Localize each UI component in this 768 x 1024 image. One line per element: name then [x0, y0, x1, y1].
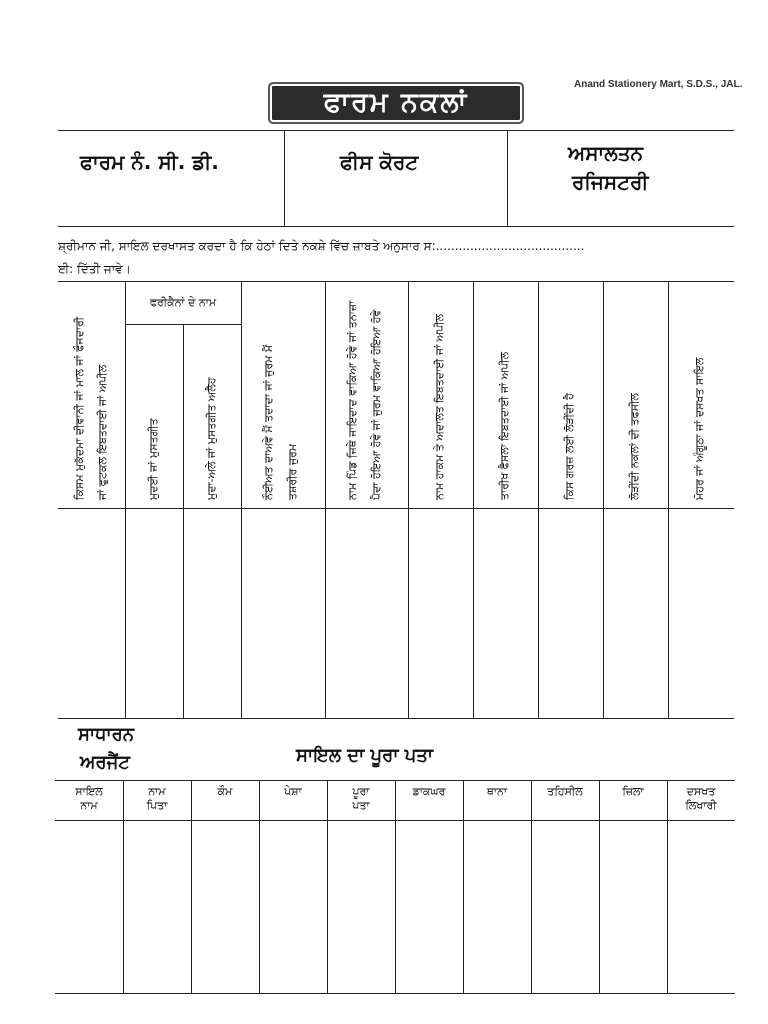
divider: [507, 130, 508, 226]
request-line-1: ਸ਼੍ਰੀਮਾਨ ਜੀ, ਸਾਇਲ ਦਰਖਾਸਤ ਕਰਦਾ ਹੈ ਕਿ ਹੇਠਾਂ ਦਿਤੇ ਨਕਸ਼ੇ ਵਿੱਚ ਜ਼ਾਬਤੇ ਅਨੁਸਾਰ ਸ:.......................................: [58, 239, 585, 253]
claim-nature-header-2: ਤਸ਼ਰੀਰ ਜੁਰਮ: [286, 443, 299, 500]
col-divider: [125, 281, 126, 718]
col-divider: [241, 281, 242, 718]
col-divider: [325, 281, 326, 718]
decision-date-header: ਤਾਰੀਖ ਫੈਸਲਾ ਇਬਤਦਾਈ ਜਾਂ ਅਪੀਲ: [498, 351, 511, 500]
rule: [58, 130, 734, 131]
urgent-label: ਅਰਜੈਂਟ: [80, 752, 130, 773]
defendant-header: ਮੁਦਾ-ਅਲੇ ਜਾਂ ਮੁਸਤਗੀਤ ਅਲੈਹ: [205, 377, 218, 500]
seal-signature-header: ਮੋਹਰ ਜਾਂ ਅੰਗੂਠਾ ਜਾਂ ਦਸਖਤ ਸਾਇਲ: [693, 357, 706, 500]
case-type-header-2: ਜਾਂ ਫੁਟਕਲ ਇਬਤਦਾਈ ਜਾਂ ਅਪੀਲ: [96, 364, 109, 500]
parties-names-header: ਫਰੀਕੈਨਾਂ ਦੇ ਨਾਮ: [149, 296, 217, 309]
col-divider: [395, 780, 396, 993]
court-name-header: ਨਾਮ ਹਾਕਮ ਤੇ ਅਦਾਲਤ ਇਬਤਦਾਈ ਜਾਂ ਅਪੀਲ: [433, 314, 446, 500]
father-name-header: ਨਾਮ ਪਿਤਾ: [146, 785, 168, 812]
caste-header: ਕੌਮ: [217, 785, 233, 798]
divider: [284, 130, 285, 226]
writer-signature-header: ਦਸਖਤ ਲਿਖਾਰੀ: [685, 785, 717, 812]
col-divider: [191, 780, 192, 993]
col-divider: [183, 324, 184, 718]
col-divider: [408, 281, 409, 718]
address-title: ਸਾਇਲ ਦਾ ਪੂਰਾ ਪਤਾ: [296, 745, 434, 766]
copies-detail-header: ਲੋੜੀਂਦੀ ਨਕਲਾਂ ਦੀ ਤਫਸੀਲ: [628, 393, 641, 500]
col-divider: [603, 281, 604, 718]
police-station-header: ਥਾਨਾ: [486, 785, 508, 798]
form-number-label: ਫਾਰਮ ਨੰ. ਸੀ. ਡੀ.: [80, 150, 219, 174]
col-divider: [531, 780, 532, 993]
registered-post-label: ਰਜਿਸਟਰੀ: [572, 170, 649, 194]
request-line-2: ਈ: ਦਿੱਤੀ ਜਾਵੇ।: [58, 262, 131, 276]
district-header: ਜ਼ਿਲਾ: [622, 785, 644, 798]
rule: [58, 226, 734, 227]
personal-delivery-label: ਅਸਾਲਤਨ: [568, 141, 644, 165]
court-fee-label: ਫੀਸ ਕੋਰਟ: [340, 150, 419, 174]
purpose-header: ਕਿਸ ਗਰਜ਼ ਲਈ ਲੋੜੀਂਦੀ ਹੈ: [563, 393, 576, 500]
table-top-rule: [58, 281, 734, 282]
header-bottom-rule: [58, 508, 734, 509]
village-header-2: ਪੈਦਾ ਹੋਇਆ ਹੋਵੇ ਜਾਂ ਜੁਰਮ ਵਾਕਿਆ ਹੋਇਆ ਹੋਵੇ: [370, 309, 383, 500]
col-divider: [473, 281, 474, 718]
village-header-1: ਨਾਮ ਪਿੰਡ ਜਿਥੇ ਜਾਇਦਾਦ ਵਾਕਿਆ ਹੋਵੇ ਜਾਂ ਤਨਾਜ਼ਾ: [346, 300, 359, 500]
col-divider: [538, 281, 539, 718]
col-divider: [463, 780, 464, 993]
form-title: ਫਾਰਮ ਨਕਲਾਂ: [268, 82, 524, 124]
address-table-bottom: [55, 993, 735, 994]
col-divider: [668, 281, 669, 718]
publisher-name: Anand Stationery Mart, S.D.S., JAL.: [574, 79, 743, 90]
ordinary-label: ਸਾਧਾਰਨ: [78, 724, 135, 745]
case-type-header-1: ਕਿਸਮ ਮੁਕੱਦਮਾ ਦੀਵਾਨੀ ਜਾਂ ਮਾਲ ਜਾਂ ਫੌਜਦਾਰੀ: [73, 316, 86, 500]
full-address-header: ਪੂਰਾ ਪਤਾ: [352, 785, 370, 812]
col-divider: [599, 780, 600, 993]
claim-nature-header-1: ਨੌਈਅਤ ਦਾਅਵੇ ਮੈਂ ਤਦਾਦਾ ਜਾਂ ਜੁਰਮ ਮੈਂ: [262, 344, 275, 500]
tehsil-header: ਤਹਿਸੀਲ: [547, 785, 583, 798]
post-office-header: ਡਾਕਘਰ: [412, 785, 446, 798]
plaintiff-header: ਮੁਦਈ ਜਾਂ ਮੁਸਤਗੀਤ: [147, 418, 160, 500]
table-bottom-rule: [58, 718, 734, 719]
applicant-name-header: ਸਾਇਲ ਨਾਮ: [75, 785, 103, 812]
col-divider: [259, 780, 260, 993]
occupation-header: ਪੇਸ਼ਾ: [284, 785, 302, 798]
